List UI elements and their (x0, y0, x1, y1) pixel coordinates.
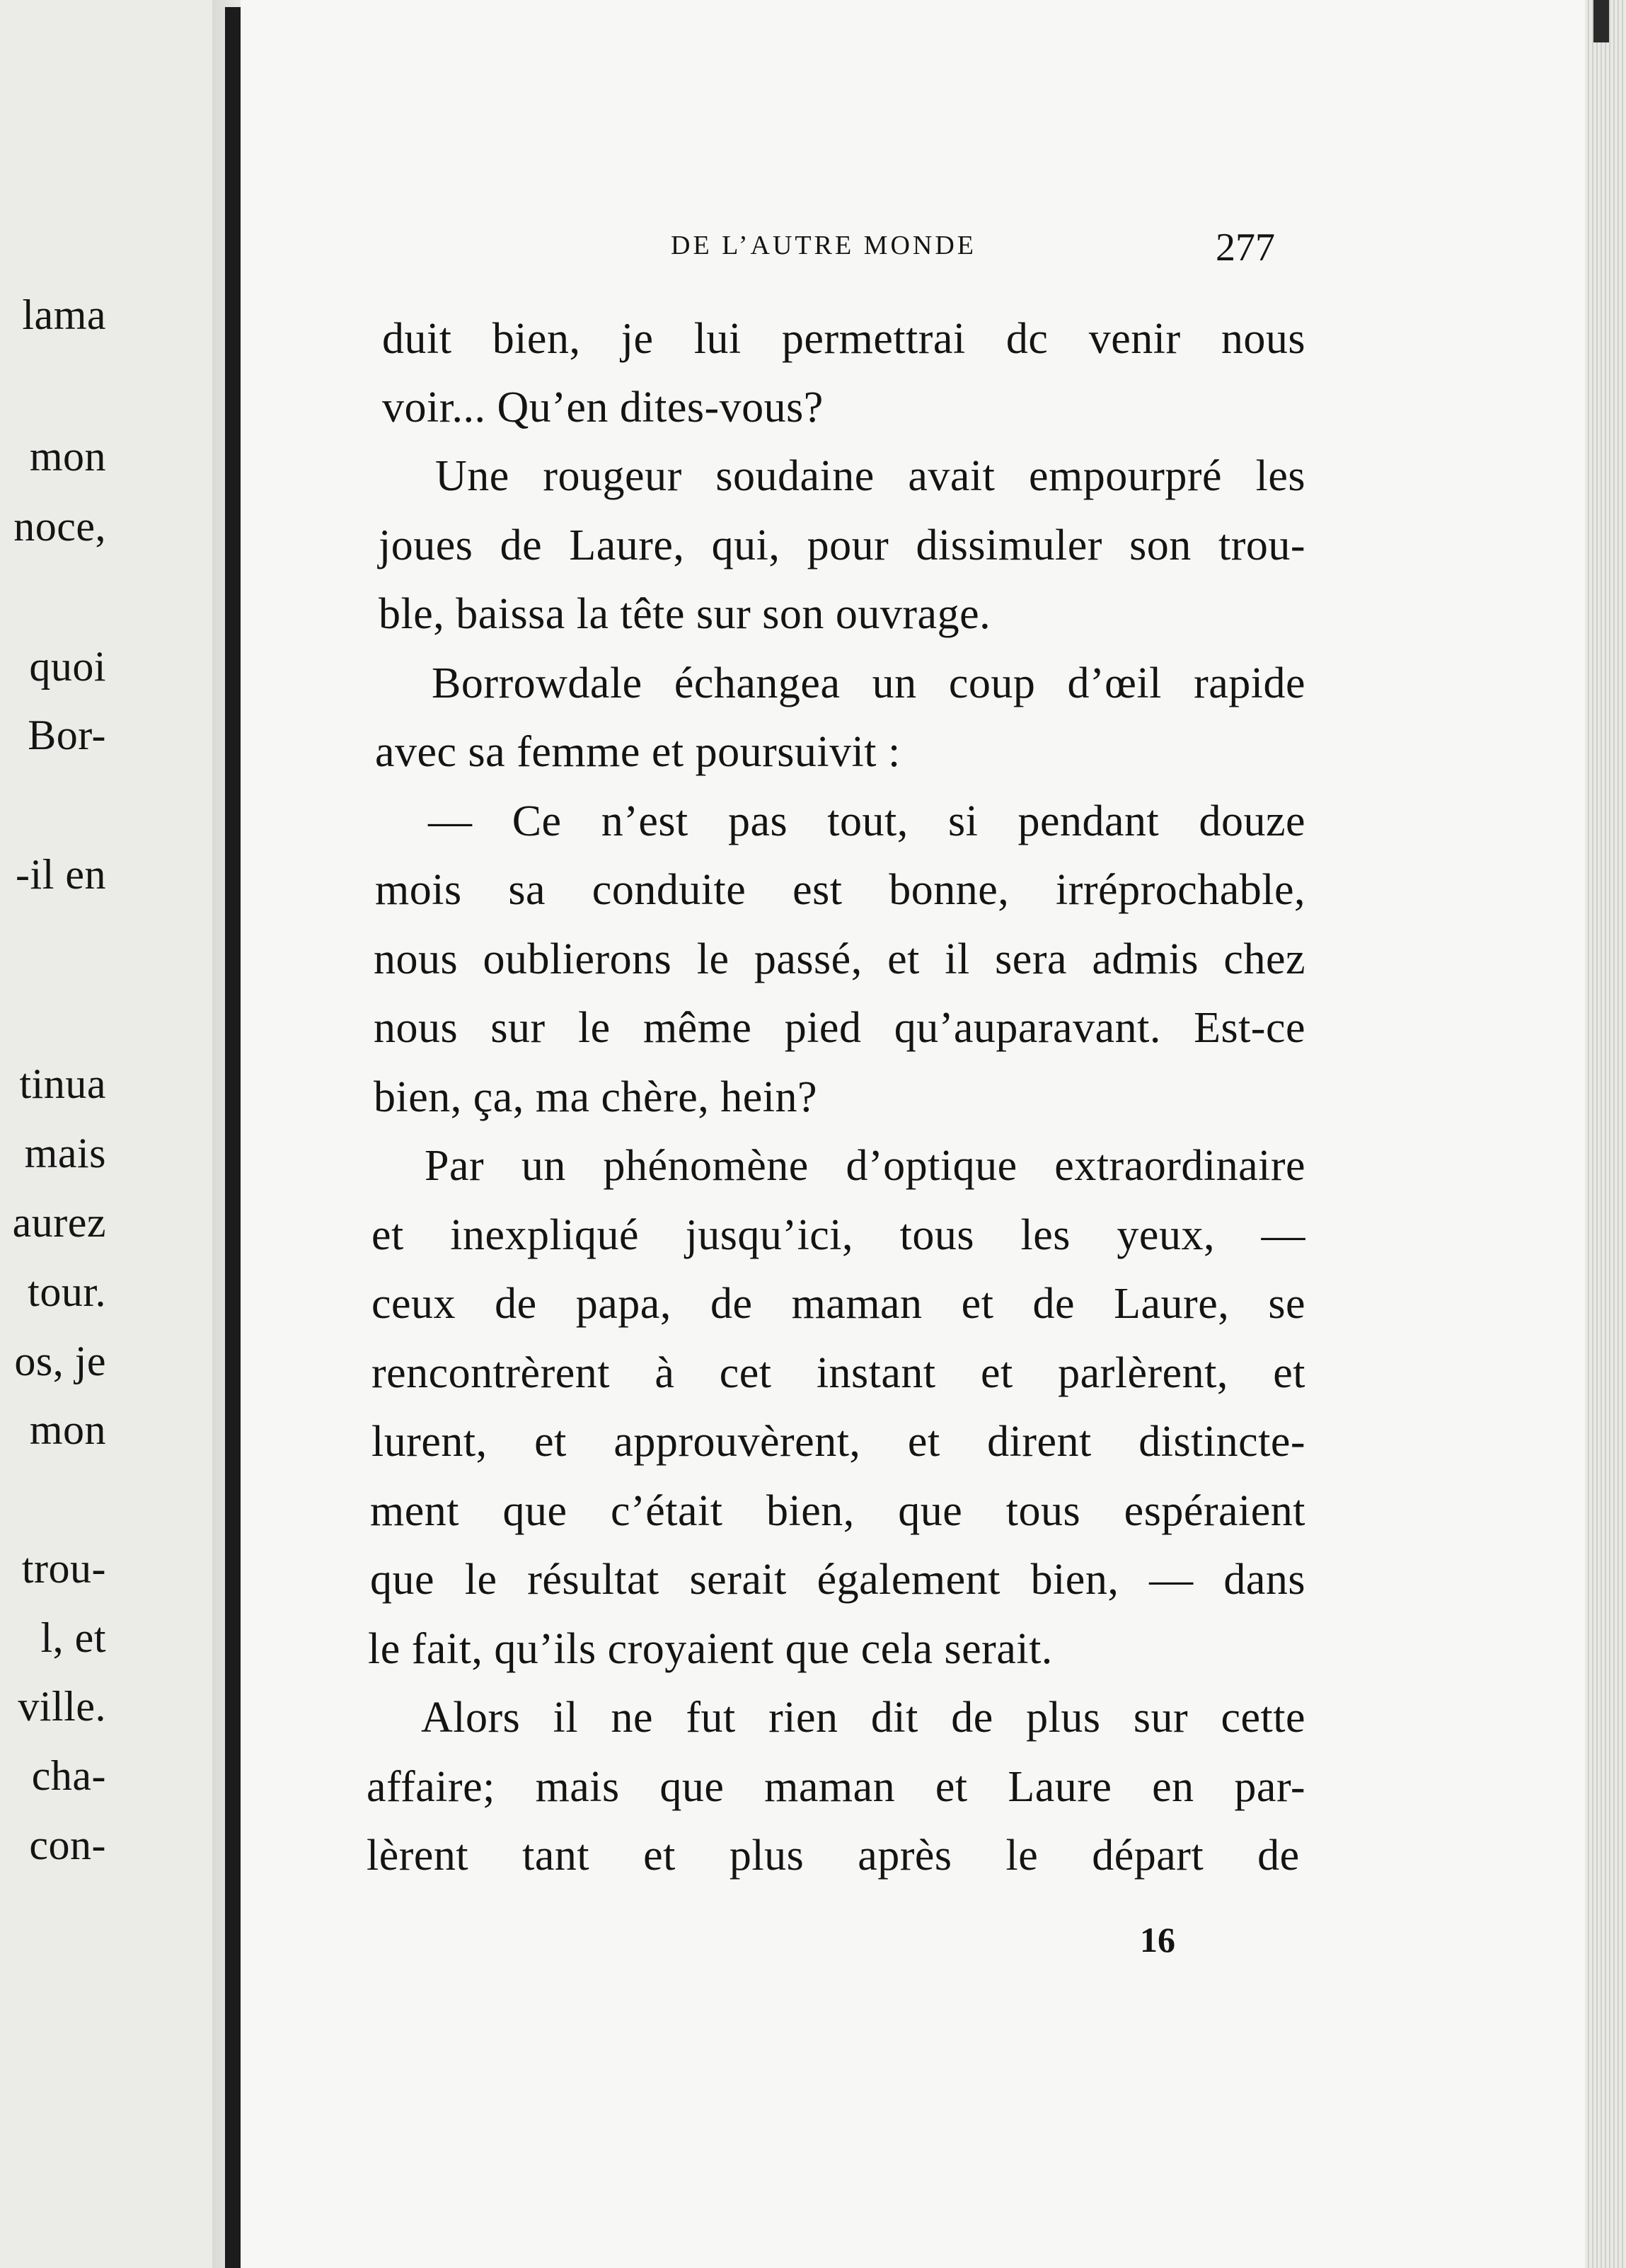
text-line: rencontrèrent à cet instant et parlèrent, et (371, 1349, 1305, 1397)
left-page-fragment: trou- (21, 1545, 106, 1592)
left-page-fragment: noce, (13, 503, 106, 550)
text-line: Une rougeur soudaine avait empourpré les (435, 452, 1305, 500)
left-page-fragment: tour. (28, 1268, 106, 1315)
text-line: duit bien, je lui permettrai dc venir nous (382, 315, 1305, 363)
left-page-fragment: ville. (18, 1683, 106, 1730)
left-page-fragment: quoi (29, 643, 106, 690)
left-page (0, 0, 212, 2268)
text-line: lurent, et approuvèrent, et dirent distincte- (371, 1418, 1305, 1466)
text-line: Alors il ne fut rien dit de plus sur cette (421, 1694, 1305, 1742)
left-page-fragment: con- (29, 1822, 106, 1868)
left-page-fragment: os, je (14, 1338, 106, 1384)
page-edge (1585, 0, 1626, 2268)
left-page-fragment: tinua (19, 1060, 106, 1107)
text-line: ceux de papa, de maman et de Laure, se (371, 1280, 1305, 1328)
text-line: que le résultat serait également bien, — dans (370, 1556, 1305, 1604)
left-page-fragment: Bor- (28, 712, 106, 758)
left-page-fragment: cha- (31, 1752, 106, 1799)
book-spine (225, 7, 241, 2268)
page-number: 277 (1216, 226, 1275, 270)
signature-mark: 16 (1140, 1920, 1175, 1960)
text-line: avec sa femme et poursuivit : (375, 728, 901, 776)
text-line: voir... Qu’en dites-vous? (382, 383, 824, 432)
text-line: mois sa conduite est bonne, irréprochable, (375, 866, 1305, 914)
text-line: bien, ça, ma chère, hein? (374, 1073, 817, 1121)
text-line: affaire; mais que maman et Laure en par- (367, 1763, 1305, 1811)
text-line: Borrowdale échangea un coup d’œil rapide (432, 659, 1305, 707)
running-head: DE L’AUTRE MONDE (671, 231, 977, 260)
left-page-fragment: aurez (12, 1199, 106, 1246)
text-line: Par un phénomène d’optique extraordinaire (425, 1142, 1305, 1190)
text-line: ment que c’était bien, que tous espéraient (370, 1487, 1305, 1535)
left-page-fragment: mais (24, 1130, 106, 1176)
left-page-fragment: -il en (16, 851, 106, 898)
text-line: lèrent tant et plus après le départ de (367, 1832, 1300, 1880)
text-line: le fait, qu’ils croyaient que cela serait. (368, 1625, 1053, 1673)
text-line: nous sur le même pied qu’auparavant. Est-ce (374, 1004, 1305, 1052)
text-line: ble, baissa la tête sur son ouvrage. (379, 590, 991, 638)
page-edge-shadow (1593, 0, 1609, 42)
text-line: joues de Laure, qui, pour dissimuler son trou- (379, 521, 1305, 569)
text-line: — Ce n’est pas tout, si pendant douze (428, 797, 1305, 845)
left-page-fragment: l, et (40, 1614, 106, 1661)
text-line: et inexpliqué jusqu’ici, tous les yeux, — (371, 1211, 1305, 1259)
left-page-fragment: mon (29, 1406, 106, 1453)
left-page-fragment: mon (29, 433, 106, 480)
text-line: nous oublierons le passé, et il sera admis chez (374, 935, 1305, 983)
left-page-fragment: lama (22, 291, 106, 338)
